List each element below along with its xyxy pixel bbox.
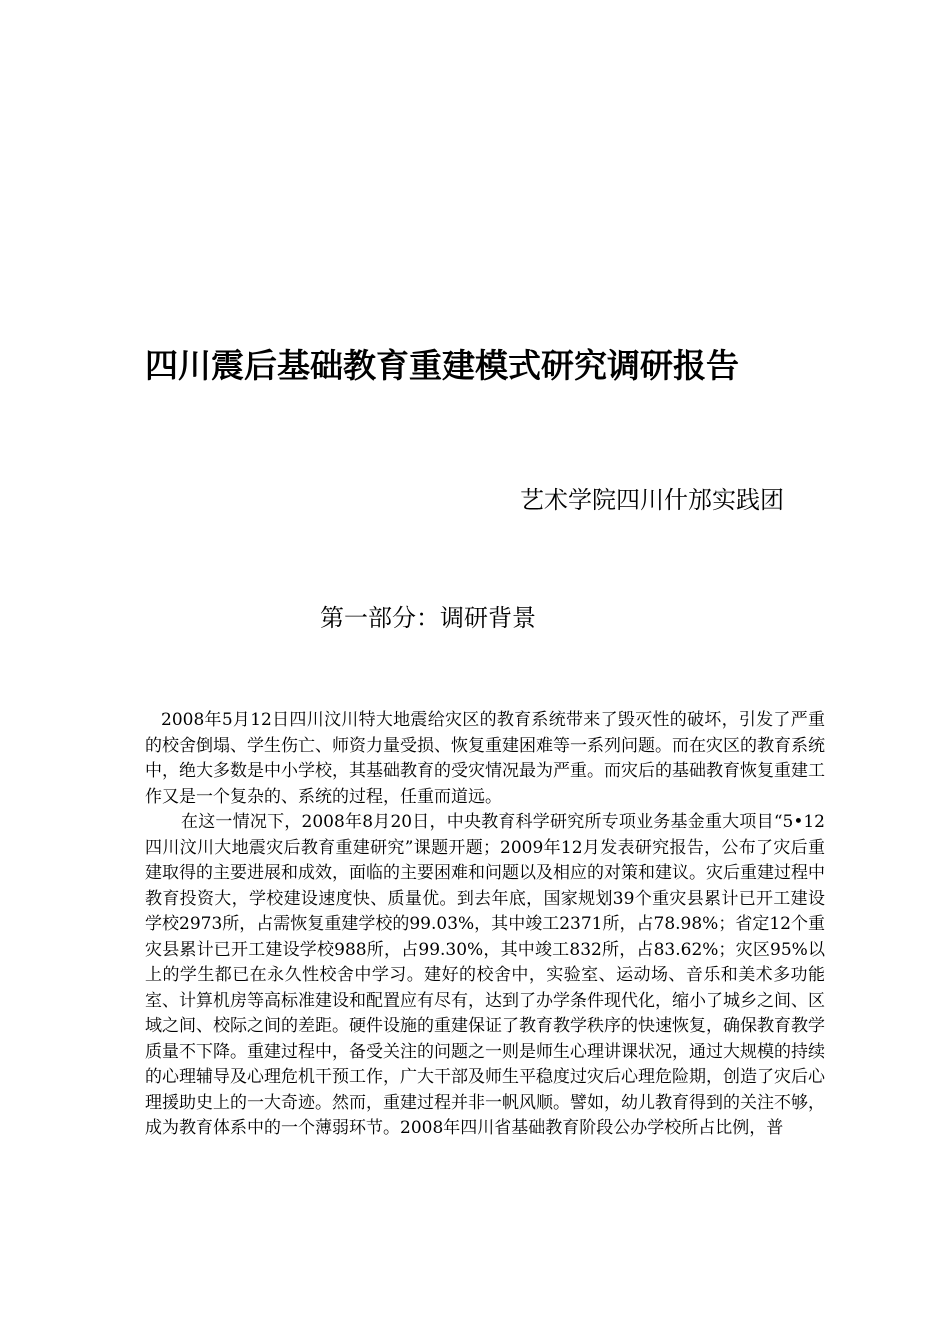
document-title: 四川震后基础教育重建模式研究调研报告 (145, 346, 739, 385)
section-heading: 第一部分：调研背景 (320, 604, 536, 632)
author-line: 艺术学院四川什邡实践团 (520, 486, 784, 514)
paragraph: 在这一情况下，2008年8月20日，中央教育科学研究所专项业务基金重大项目“5•12四川汶川大地震灾后教育重建研究”课题开题；2009年12月发表研究报告，公布了灾后重建取得的主要进展和成效，面临的主要困难和问题以及相应的对策和建议。灾后重建过程中教育投资大，学校建设速度快、质量优。到去年底，国家规划39个重灾县累计已开工建设学校2973所，占需恢复重建学校的99.03%，其中竣工2371所，占78.98%；省定12个重灾县累计已开工建设学校988所，占99.30%，其中竣工832所，占83.62%；灾区95%以上的学生都已在永久性校舍中学习。建好的校舍中，实验室、运动场、音乐和美术多功能室、计算机房等高标准建设和配置应有尽有，达到了办学条件现代化，缩小了城乡之间、区域之间、校际之间的差距。硬件设施的重建保证了教育教学秩序的快速恢复，确保教育教学质量不下降。重建过程中，备受关注的问题之一则是师生心理讲课状况，通过大规模的持续的心理辅导及心理危机干预工作，广大干部及师生平稳度过灾后心理危险期，创造了灾后心理援助史上的一大奇迹。然而，重建过程并非一帆风顺。譬如，幼儿教育得到的关注不够，成为教育体系中的一个薄弱环节。2008年四川省基础教育阶段公办学校所占比例，普 (145, 812, 825, 1138)
paragraph: 2008年5月12日四川汶川特大地震给灾区的教育系统带来了毁灭性的破坏，引发了严重的校舍倒塌、学生伤亡、师资力量受损、恢复重建困难等一系列问题。而在灾区的教育系统中，绝大多数是中小学校，其基础教育的受灾情况最为严重。而灾后的基础教育恢复重建工作又是一个复杂的、系统的过程，任重而道远。 (145, 710, 825, 807)
body-text (145, 708, 825, 1142)
